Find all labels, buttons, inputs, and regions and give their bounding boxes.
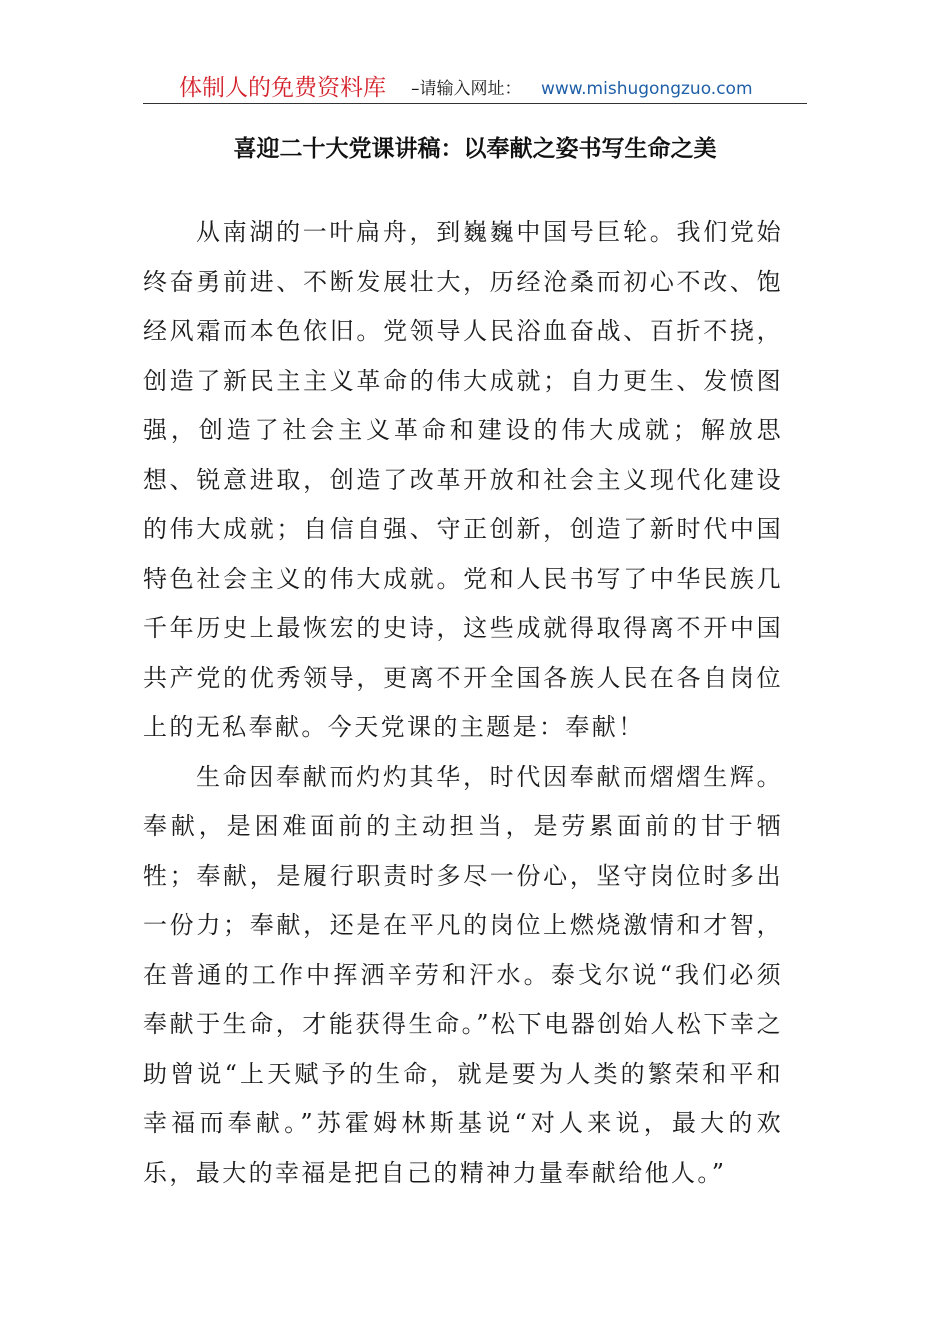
page-header xyxy=(143,72,807,104)
paragraph-2: 生命因奉献而灼灼其华，时代因奉献而熠熠生辉。奉献，是困难面前的主动担当，是劳累面前的甘于牺牲；奉献，是履行职责时多尽一份心，坚守岗位时多出一份力；奉献，还是在平凡的岗位上燃烧激情和才智，在普通的工作中挥洒辛劳和汗水。泰戈尔说“我们必须奉献于生命，才能获得生命。”松下电器创始人松下幸之助曾说“上天赋予的生命，就是要为人类的繁荣和平和幸福而奉献。”苏霍姆林斯基说“对人来说，最大的欢乐，最大的幸福是把自己的精神力量奉献给他人。” xyxy=(143,762,783,1187)
document-body xyxy=(143,208,783,1198)
header-divider xyxy=(143,103,807,104)
url-prompt: –请输入网址： xyxy=(411,79,522,99)
site-url-link[interactable]: www.mishugongzuo.com xyxy=(541,79,753,99)
document-title: 喜迎二十大党课讲稿：以奉献之姿书写生命之美 xyxy=(233,135,717,162)
site-brand: 体制人的免费资料库 xyxy=(179,75,386,101)
paragraph-1: 从南湖的一叶扁舟，到巍巍中国号巨轮。我们党始终奋勇前进、不断发展壮大，历经沧桑而初心不改、饱经风霜而本色依旧。党领导人民浴血奋战、百折不挠，创造了新民主主义革命的伟大成就；自力更生、发愤图强，创造了社会主义革命和建设的伟大成就；解放思想、锐意进取，创造了改革开放和社会主义现代化建设的伟大成就；自信自强、守正创新，创造了新时代中国特色社会主义的伟大成就。党和人民书写了中华民族几千年历史上最恢宏的史诗，这些成就得取得离不开中国共产党的优秀领导，更离不开全国各族人民在各自岗位上的无私奉献。今天党课的主题是：奉献！ xyxy=(143,218,783,741)
